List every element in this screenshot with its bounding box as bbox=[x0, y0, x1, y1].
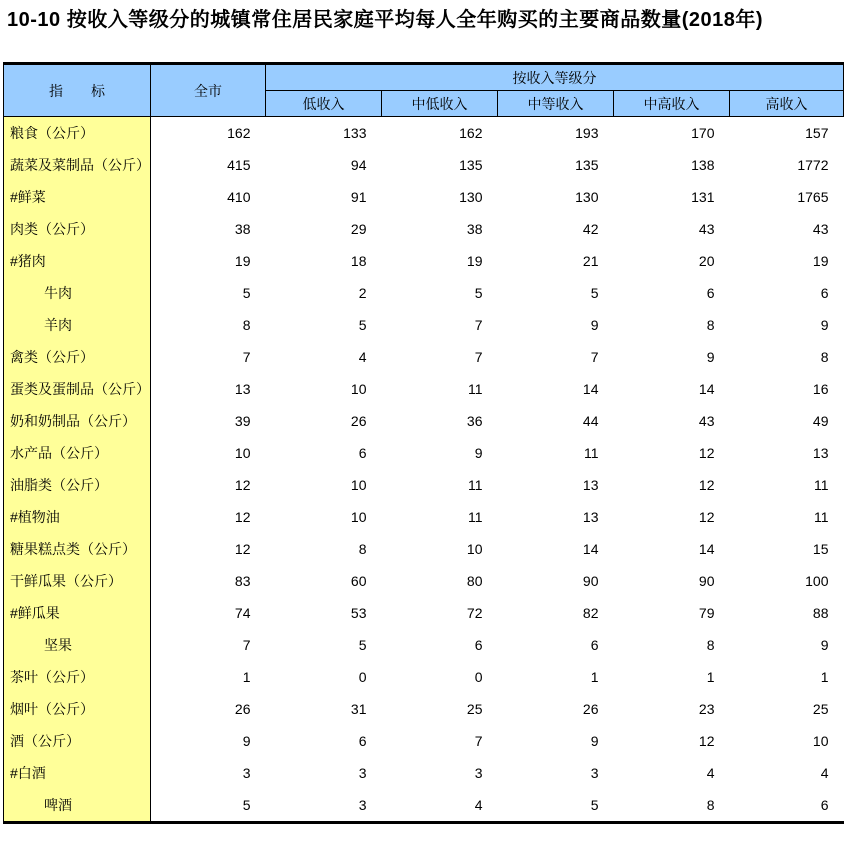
row-label: 干鲜瓜果（公斤） bbox=[4, 565, 151, 597]
value-cell: 13 bbox=[582, 477, 599, 493]
value-cell: 6 bbox=[590, 637, 599, 653]
value-cell: 14 bbox=[582, 381, 599, 397]
value-cell: 9 bbox=[706, 349, 715, 365]
value-cell: 79 bbox=[698, 605, 715, 621]
table-row bbox=[4, 181, 844, 213]
row-label: 茶叶（公斤） bbox=[4, 661, 151, 693]
value-cell: 26 bbox=[350, 413, 367, 429]
value-cell: 1 bbox=[242, 669, 251, 685]
value-cell: 26 bbox=[582, 701, 599, 717]
row-label: 禽类（公斤） bbox=[4, 341, 151, 373]
value-cell: 170 bbox=[691, 125, 715, 141]
value-cell: 135 bbox=[459, 157, 483, 173]
value-cell: 80 bbox=[466, 573, 483, 589]
value-cell: 82 bbox=[582, 605, 599, 621]
row-label: 蔬菜及菜制品（公斤） bbox=[4, 149, 151, 181]
value-cell: 16 bbox=[812, 381, 829, 397]
value-cell: 7 bbox=[242, 349, 251, 365]
value-cell: 5 bbox=[242, 797, 251, 813]
value-cell: 42 bbox=[582, 221, 599, 237]
value-cell: 100 bbox=[805, 573, 829, 589]
row-label: #鲜菜 bbox=[4, 181, 151, 213]
value-cell: 12 bbox=[698, 445, 715, 461]
table-row bbox=[4, 661, 844, 693]
table-row bbox=[4, 341, 844, 373]
value-cell: 44 bbox=[582, 413, 599, 429]
value-cell: 19 bbox=[466, 253, 483, 269]
value-cell: 1 bbox=[706, 669, 715, 685]
statistics-table bbox=[3, 62, 844, 824]
value-cell: 11 bbox=[467, 477, 483, 493]
table-row bbox=[4, 245, 844, 277]
value-cell: 7 bbox=[242, 637, 251, 653]
value-cell: 9 bbox=[474, 445, 483, 461]
row-label: 肉类（公斤） bbox=[4, 213, 151, 245]
value-cell: 2 bbox=[358, 285, 367, 301]
row-label: 坚果 bbox=[4, 629, 151, 661]
table-row bbox=[4, 373, 844, 405]
value-cell: 90 bbox=[698, 573, 715, 589]
value-cell: 5 bbox=[358, 637, 367, 653]
value-cell: 157 bbox=[805, 125, 829, 141]
table-row bbox=[4, 629, 844, 661]
value-cell: 11 bbox=[813, 509, 829, 525]
header-lower-middle-income: 中低收入 bbox=[382, 91, 498, 117]
value-cell: 133 bbox=[343, 125, 367, 141]
value-cell: 3 bbox=[590, 765, 599, 781]
header-indicator: 指 标 bbox=[4, 64, 151, 117]
value-cell: 135 bbox=[575, 157, 599, 173]
value-cell: 43 bbox=[698, 221, 715, 237]
value-cell: 6 bbox=[358, 733, 367, 749]
value-cell: 7 bbox=[474, 733, 483, 749]
row-label: 油脂类（公斤） bbox=[4, 469, 151, 501]
value-cell: 130 bbox=[459, 189, 483, 205]
header-low-income: 低收入 bbox=[266, 91, 382, 117]
value-cell: 8 bbox=[706, 317, 715, 333]
value-cell: 90 bbox=[582, 573, 599, 589]
value-cell: 4 bbox=[474, 797, 483, 813]
table-row bbox=[4, 693, 844, 725]
value-cell: 7 bbox=[590, 349, 599, 365]
value-cell: 43 bbox=[812, 221, 829, 237]
value-cell: 12 bbox=[234, 509, 251, 525]
row-label: 烟叶（公斤） bbox=[4, 693, 151, 725]
value-cell: 3 bbox=[358, 765, 367, 781]
value-cell: 9 bbox=[590, 317, 599, 333]
value-cell: 1772 bbox=[797, 157, 829, 173]
value-cell: 6 bbox=[474, 637, 483, 653]
value-cell: 15 bbox=[812, 541, 829, 557]
value-cell: 8 bbox=[706, 637, 715, 653]
header-middle-income: 中等收入 bbox=[498, 91, 614, 117]
value-cell: 8 bbox=[358, 541, 367, 557]
table-row bbox=[4, 437, 844, 469]
value-cell: 10 bbox=[350, 477, 367, 493]
value-cell: 162 bbox=[459, 125, 483, 141]
value-cell: 38 bbox=[466, 221, 483, 237]
value-cell: 10 bbox=[466, 541, 483, 557]
row-label: 奶和奶制品（公斤） bbox=[4, 405, 151, 437]
value-cell: 410 bbox=[227, 189, 251, 205]
value-cell: 5 bbox=[590, 797, 599, 813]
value-cell: 4 bbox=[358, 349, 367, 365]
value-cell: 162 bbox=[227, 125, 251, 141]
value-cell: 8 bbox=[242, 317, 251, 333]
value-cell: 20 bbox=[698, 253, 715, 269]
value-cell: 12 bbox=[234, 541, 251, 557]
value-cell: 14 bbox=[698, 381, 715, 397]
value-cell: 11 bbox=[583, 445, 599, 461]
row-label: 糖果糕点类（公斤） bbox=[4, 533, 151, 565]
value-cell: 14 bbox=[582, 541, 599, 557]
value-cell: 38 bbox=[234, 221, 251, 237]
value-cell: 11 bbox=[813, 477, 829, 493]
value-cell: 138 bbox=[691, 157, 715, 173]
value-cell: 131 bbox=[691, 189, 715, 205]
value-cell: 25 bbox=[812, 701, 829, 717]
value-cell: 6 bbox=[820, 797, 829, 813]
table-row bbox=[4, 533, 844, 565]
value-cell: 31 bbox=[350, 701, 367, 717]
value-cell: 12 bbox=[698, 733, 715, 749]
value-cell: 21 bbox=[582, 253, 599, 269]
value-cell: 11 bbox=[467, 381, 483, 397]
row-label: 羊肉 bbox=[4, 309, 151, 341]
value-cell: 6 bbox=[358, 445, 367, 461]
table-row bbox=[4, 789, 844, 823]
table-row bbox=[4, 501, 844, 533]
value-cell: 10 bbox=[350, 509, 367, 525]
table-header bbox=[4, 64, 844, 117]
value-cell: 3 bbox=[242, 765, 251, 781]
table-row bbox=[4, 725, 844, 757]
value-cell: 10 bbox=[234, 445, 251, 461]
value-cell: 8 bbox=[706, 797, 715, 813]
value-cell: 9 bbox=[242, 733, 251, 749]
table-row bbox=[4, 149, 844, 181]
value-cell: 36 bbox=[466, 413, 483, 429]
value-cell: 3 bbox=[358, 797, 367, 813]
header-income-group: 按收入等级分 bbox=[266, 64, 844, 91]
value-cell: 72 bbox=[466, 605, 483, 621]
value-cell: 1 bbox=[820, 669, 829, 685]
value-cell: 13 bbox=[812, 445, 829, 461]
value-cell: 4 bbox=[706, 765, 715, 781]
value-cell: 60 bbox=[350, 573, 367, 589]
header-row-group bbox=[4, 64, 844, 91]
value-cell: 7 bbox=[474, 349, 483, 365]
value-cell: 19 bbox=[234, 253, 251, 269]
row-label: 水产品（公斤） bbox=[4, 437, 151, 469]
value-cell: 9 bbox=[820, 317, 829, 333]
table-body bbox=[4, 117, 844, 823]
value-cell: 6 bbox=[820, 285, 829, 301]
value-cell: 83 bbox=[234, 573, 251, 589]
value-cell: 94 bbox=[350, 157, 367, 173]
row-label: 啤酒 bbox=[4, 789, 151, 823]
page-title: 10-10 按收入等级分的城镇常住居民家庭平均每人全年购买的主要商品数量(2018年) bbox=[7, 9, 764, 31]
value-cell: 18 bbox=[350, 253, 367, 269]
value-cell: 5 bbox=[474, 285, 483, 301]
header-upper-middle-income: 中高收入 bbox=[614, 91, 730, 117]
value-cell: 13 bbox=[234, 381, 251, 397]
value-cell: 5 bbox=[590, 285, 599, 301]
table-row bbox=[4, 469, 844, 501]
value-cell: 11 bbox=[467, 509, 483, 525]
value-cell: 26 bbox=[234, 701, 251, 717]
table-row bbox=[4, 757, 844, 789]
value-cell: 13 bbox=[582, 509, 599, 525]
value-cell: 23 bbox=[698, 701, 715, 717]
value-cell: 88 bbox=[812, 605, 829, 621]
value-cell: 3 bbox=[474, 765, 483, 781]
value-cell: 10 bbox=[812, 733, 829, 749]
table-row bbox=[4, 277, 844, 309]
table-row bbox=[4, 213, 844, 245]
value-cell: 7 bbox=[474, 317, 483, 333]
value-cell: 74 bbox=[234, 605, 251, 621]
value-cell: 0 bbox=[474, 669, 483, 685]
value-cell: 9 bbox=[590, 733, 599, 749]
value-cell: 14 bbox=[698, 541, 715, 557]
value-cell: 130 bbox=[575, 189, 599, 205]
value-cell: 49 bbox=[812, 413, 829, 429]
value-cell: 9 bbox=[820, 637, 829, 653]
value-cell: 415 bbox=[227, 157, 251, 173]
value-cell: 0 bbox=[358, 669, 367, 685]
value-cell: 1765 bbox=[797, 189, 829, 205]
table-row bbox=[4, 309, 844, 341]
value-cell: 5 bbox=[358, 317, 367, 333]
table-row bbox=[4, 565, 844, 597]
row-label: #鲜瓜果 bbox=[4, 597, 151, 629]
row-label: #白酒 bbox=[4, 757, 151, 789]
row-label: 牛肉 bbox=[4, 277, 151, 309]
value-cell: 12 bbox=[698, 509, 715, 525]
value-cell: 39 bbox=[234, 413, 251, 429]
value-cell: 43 bbox=[698, 413, 715, 429]
table-row bbox=[4, 117, 844, 150]
header-citywide: 全市 bbox=[151, 64, 266, 117]
header-high-income: 高收入 bbox=[730, 91, 844, 117]
row-label: #植物油 bbox=[4, 501, 151, 533]
table-row bbox=[4, 405, 844, 437]
value-cell: 53 bbox=[350, 605, 367, 621]
table-row bbox=[4, 597, 844, 629]
row-label: 蛋类及蛋制品（公斤） bbox=[4, 373, 151, 405]
value-cell: 29 bbox=[350, 221, 367, 237]
value-cell: 19 bbox=[812, 253, 829, 269]
row-label: #猪肉 bbox=[4, 245, 151, 277]
row-label: 酒（公斤） bbox=[4, 725, 151, 757]
value-cell: 4 bbox=[820, 765, 829, 781]
value-cell: 91 bbox=[350, 189, 367, 205]
value-cell: 193 bbox=[575, 125, 599, 141]
value-cell: 6 bbox=[706, 285, 715, 301]
value-cell: 5 bbox=[242, 285, 251, 301]
value-cell: 12 bbox=[698, 477, 715, 493]
row-label: 粮食（公斤） bbox=[4, 117, 151, 150]
value-cell: 10 bbox=[350, 381, 367, 397]
value-cell: 8 bbox=[820, 349, 829, 365]
value-cell: 12 bbox=[234, 477, 251, 493]
value-cell: 25 bbox=[466, 701, 483, 717]
value-cell: 1 bbox=[590, 669, 599, 685]
